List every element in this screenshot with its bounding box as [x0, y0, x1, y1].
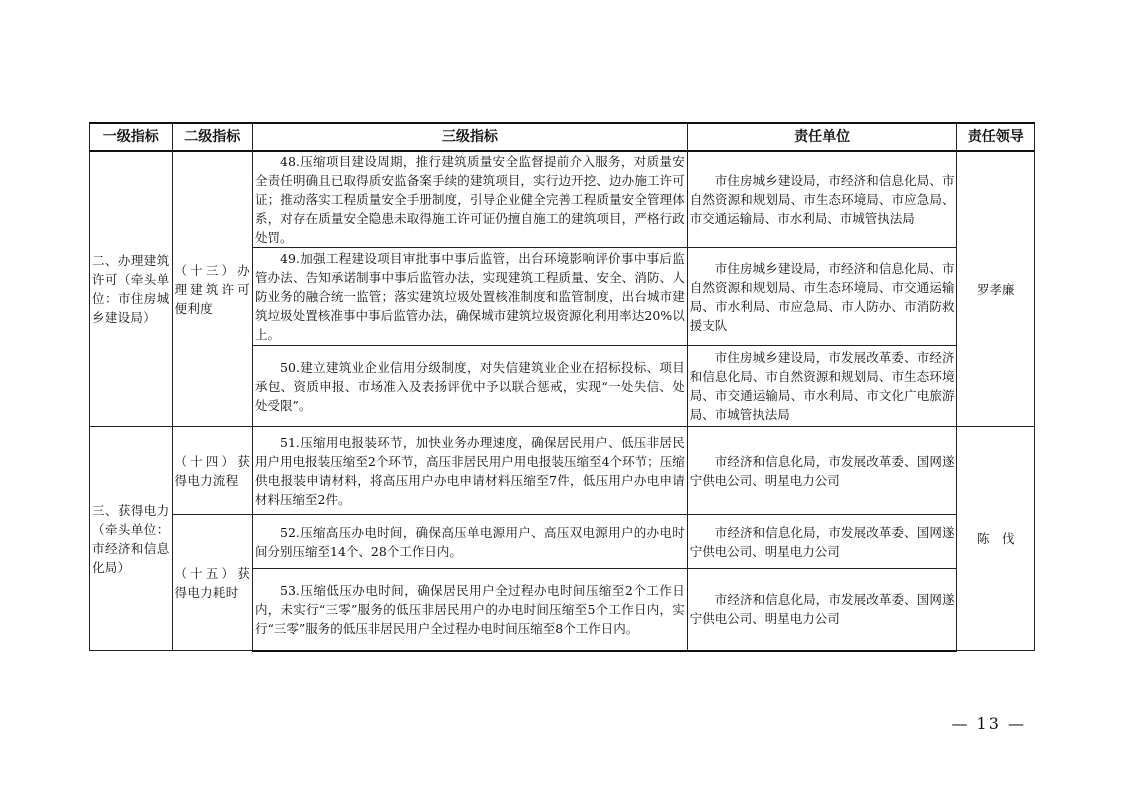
level3-indicator-53: 53.压缩低压办电时间，确保居民用户全过程办电时间压缩至2个工作日内，未实行“三零”服务的低压非居民用户的办电时间压缩至5个工作日内，实行“三零”服务的低压非居民用户全过程办电时间压缩至8个工作日内。: [253, 569, 688, 651]
table-row: [90, 515, 1035, 569]
page-number: — 13 —: [951, 714, 1026, 733]
level1-indicator-electricity: 三、获得电力（牵头单位：市经济和信息化局）: [90, 427, 173, 651]
header-level2: 二级指标: [172, 123, 253, 151]
header-level1: 一级指标: [90, 123, 173, 151]
level3-indicator-52: 52.压缩高压办电时间，确保高压单电源用户、高压双电源用户的办电时间分别压缩至14个、28个工作日内。: [253, 515, 688, 569]
header-responsible-leader: 责任领导: [957, 123, 1035, 151]
responsible-unit-52: 市经济和信息化局，市发展改革委、国网遂宁供电公司、明星电力公司: [687, 515, 957, 569]
level2-indicator-13: （十三）办理建筑许可便利度: [172, 151, 253, 427]
level1-indicator-construction-permit: 二、办理建筑许可（牵头单位：市住房城乡建设局）: [90, 151, 173, 427]
level3-indicator-51: 51.压缩用电报装环节，加快业务办理速度，确保居民用户、低压非居民用户用电报装压缩至2个环节，高压非居民用户用电报装压缩至4个环节；压缩供电报装申请材料，将高压用户办电申请材料压缩至7件，低压用户办电申请材料压缩至2件。: [253, 427, 688, 515]
responsible-unit-51: 市经济和信息化局，市发展改革委、国网遂宁供电公司、明星电力公司: [687, 427, 957, 515]
responsible-unit-48: 市住房城乡建设局，市经济和信息化局、市自然资源和规划局、市生态环境局、市应急局、市交通运输局、市水利局、市城管执法局: [687, 151, 957, 248]
level3-indicator-50: 50.建立建筑业企业信用分级制度，对失信建筑业企业在招标投标、项目承包、资质申报、市场准入及表扬评优中予以联合惩戒，实现“一处失信、处处受限”。: [253, 346, 688, 427]
responsible-unit-49: 市住房城乡建设局，市经济和信息化局、市自然资源和规划局、市生态环境局、市交通运输局、市水利局、市应急局、市人防办、市消防救援支队: [687, 248, 957, 346]
level3-indicator-48: 48.压缩项目建设周期，推行建筑质量安全监督提前介入服务，对质量安全责任明确且已取得质安监备案手续的建筑项目，实行边开挖、边办施工许可证；推动落实工程质量安全手册制度，引导企业健全完善工程质量安全管理体系，对存在质量安全隐患未取得施工许可证仍擅自施工的建筑项目，严格行政处罚。: [253, 151, 688, 248]
header-level3: 三级指标: [253, 123, 688, 151]
indicator-table: [89, 122, 1035, 652]
level3-indicator-49: 49.加强工程建设项目审批事中事后监管，出台环境影响评价事中事后监管办法、告知承诺制事中事后监管办法，实现建筑工程质量、安全、消防、人防业务的融合统一监管；落实建筑垃圾处置核准制度和监管制度，出台城市建筑垃圾处置核准事中事后监管办法，确保城市建筑垃圾资源化利用率达20%以上。: [253, 248, 688, 346]
responsible-unit-53: 市经济和信息化局，市发展改革委、国网遂宁供电公司、明星电力公司: [687, 569, 957, 651]
level2-indicator-14: （十四）获得电力流程: [172, 427, 253, 515]
responsible-leader-electricity: 陈 伐: [957, 427, 1035, 651]
table-row: [90, 151, 1035, 248]
table-row: [90, 427, 1035, 515]
responsible-leader-construction: 罗孝廉: [957, 151, 1035, 427]
table-header-row: [90, 123, 1035, 151]
header-responsible-unit: 责任单位: [687, 123, 957, 151]
level2-indicator-15: （十五）获得电力耗时: [172, 515, 253, 651]
responsible-unit-50: 市住房城乡建设局，市发展改革委、市经济和信息化局、市自然资源和规划局、市生态环境局、市交通运输局、市水利局、市文化广电旅游局、市城管执法局: [687, 346, 957, 427]
